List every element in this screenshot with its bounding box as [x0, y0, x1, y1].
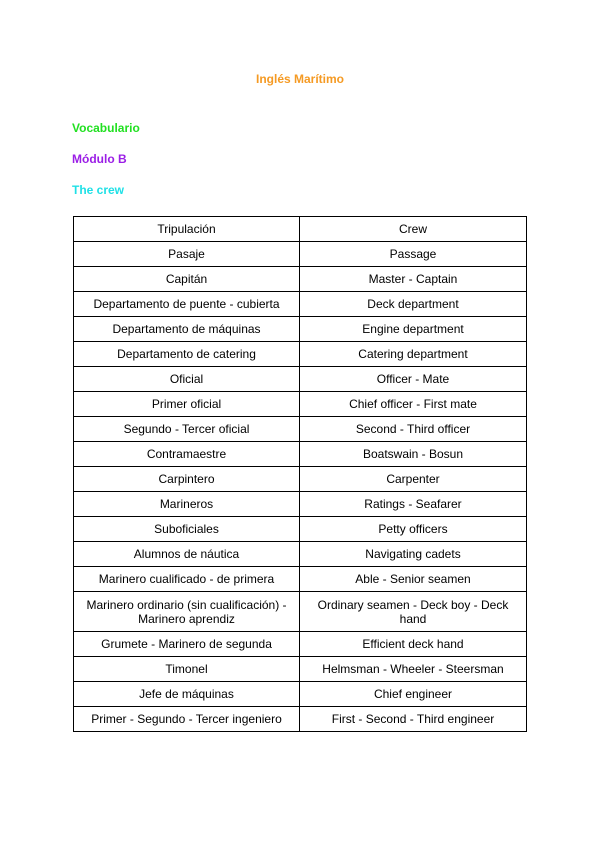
spanish-term-cell: Primer oficial [74, 392, 300, 417]
spanish-term-cell: Departamento de máquinas [74, 317, 300, 342]
table-row [74, 242, 527, 267]
table-row [74, 392, 527, 417]
english-term-cell: Second - Third officer [300, 417, 527, 442]
spanish-term-cell: Alumnos de náutica [74, 542, 300, 567]
english-term-cell: Able - Senior seamen [300, 567, 527, 592]
table-row [74, 367, 527, 392]
table-row [74, 592, 527, 632]
english-term-cell: Deck department [300, 292, 527, 317]
table-row [74, 632, 527, 657]
spanish-term-cell: Capitán [74, 267, 300, 292]
spanish-term-cell: Segundo - Tercer oficial [74, 417, 300, 442]
english-term-cell: Master - Captain [300, 267, 527, 292]
table-row [74, 217, 527, 242]
table-row [74, 542, 527, 567]
spanish-term-cell: Grumete - Marinero de segunda [74, 632, 300, 657]
table-row [74, 567, 527, 592]
spanish-term-cell: Timonel [74, 657, 300, 682]
table-row [74, 342, 527, 367]
english-term-cell: First - Second - Third engineer [300, 707, 527, 732]
module-heading: Módulo B [72, 152, 127, 166]
english-term-cell: Carpenter [300, 467, 527, 492]
spanish-term-cell: Marinero ordinario (sin cualificación) - Marinero aprendiz [74, 592, 300, 632]
table-row [74, 492, 527, 517]
english-term-cell: Boatswain - Bosun [300, 442, 527, 467]
table-row [74, 417, 527, 442]
table-row [74, 657, 527, 682]
english-term-cell: Engine department [300, 317, 527, 342]
table-row [74, 517, 527, 542]
english-term-cell: Efficient deck hand [300, 632, 527, 657]
section-heading: Vocabulario [72, 121, 140, 135]
english-term-cell: Navigating cadets [300, 542, 527, 567]
english-term-cell: Chief officer - First mate [300, 392, 527, 417]
vocabulary-table [73, 216, 527, 732]
table-row [74, 467, 527, 492]
spanish-term-cell: Departamento de puente - cubierta [74, 292, 300, 317]
spanish-term-cell: Carpintero [74, 467, 300, 492]
table-row [74, 442, 527, 467]
spanish-term-cell: Suboficiales [74, 517, 300, 542]
table-row [74, 292, 527, 317]
spanish-term-cell: Departamento de catering [74, 342, 300, 367]
english-term-cell: Ordinary seamen - Deck boy - Deck hand [300, 592, 527, 632]
spanish-term-cell: Pasaje [74, 242, 300, 267]
english-term-cell: Catering department [300, 342, 527, 367]
spanish-term-cell: Jefe de máquinas [74, 682, 300, 707]
document-title: Inglés Marítimo [255, 72, 344, 86]
spanish-term-cell: Oficial [74, 367, 300, 392]
english-term-cell: Petty officers [300, 517, 527, 542]
english-term-cell: Officer - Mate [300, 367, 527, 392]
table-row [74, 267, 527, 292]
english-term-cell: Ratings - Seafarer [300, 492, 527, 517]
spanish-term-cell: Contramaestre [74, 442, 300, 467]
table-row [74, 317, 527, 342]
spanish-term-cell: Tripulación [74, 217, 300, 242]
table-row [74, 682, 527, 707]
spanish-term-cell: Marineros [74, 492, 300, 517]
english-term-cell: Chief engineer [300, 682, 527, 707]
english-term-cell: Crew [300, 217, 527, 242]
english-term-cell: Helmsman - Wheeler - Steersman [300, 657, 527, 682]
spanish-term-cell: Marinero cualificado - de primera [74, 567, 300, 592]
topic-heading: The crew [72, 183, 125, 197]
english-term-cell: Passage [300, 242, 527, 267]
spanish-term-cell: Primer - Segundo - Tercer ingeniero [74, 707, 300, 732]
table-row [74, 707, 527, 732]
